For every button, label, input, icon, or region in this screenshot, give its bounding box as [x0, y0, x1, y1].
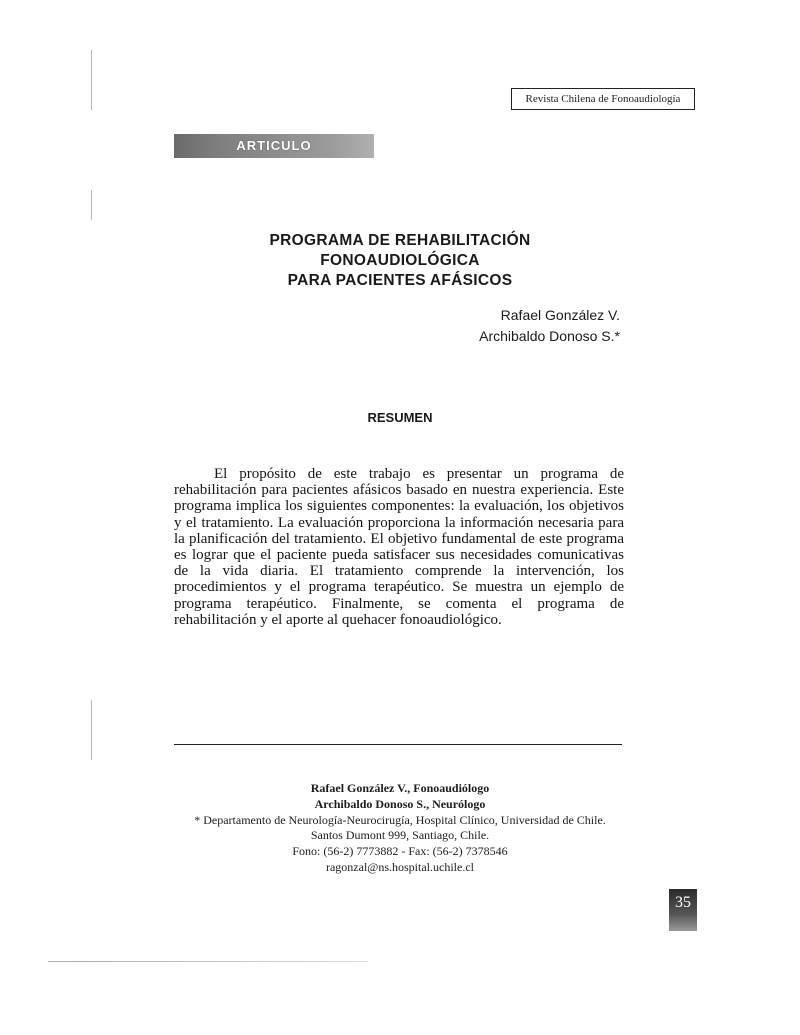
abstract-text: El propósito de este trabajo es presentar un programa de rehabilitación para pacientes afásicos basado en nuestra experiencia. Este programa implica los siguientes componentes: la evaluación, los objetivos y el tratamiento. La evaluación proporciona la información necesaria para la planificación del tratamiento. El objetivo fundamental de este programa es lograr que el paciente pueda satisfacer sus necesidades comunicativas de la vida diaria. El tratamiento comprende la intervención, los procedimientos y el programa terapéutico. Se muestra un ejemplo de programa terapéutico. Finalmente, se comenta el programa de rehabilitación y el aporte al quehacer fonoaudiológico. — [174, 466, 624, 628]
author-name: Rafael González V. — [500, 307, 620, 323]
scan-bottom-line — [48, 961, 368, 962]
scan-margin-mark — [91, 700, 92, 760]
affiliation-email: ragonzal@ns.hospital.uchile.cl — [325, 859, 474, 874]
abstract-heading: RESUMEN — [367, 410, 433, 425]
affiliation-address: Santos Dumont 999, Santiago, Chile. — [310, 828, 490, 843]
article-title — [200, 231, 600, 291]
section-label: ARTICULO — [236, 138, 312, 153]
author-list — [479, 305, 620, 347]
title-line: FONOAUDIOLÓGICA — [320, 252, 480, 269]
scan-margin-mark — [91, 190, 92, 220]
affiliation-block — [150, 781, 650, 876]
section-banner — [174, 134, 374, 158]
scan-margin-mark — [91, 50, 92, 110]
page-number: 35 — [669, 889, 697, 931]
affiliation-department: * Departamento de Neurología-Neurocirugía, Hospital Clínico, Universidad de Chile. — [194, 812, 606, 827]
author-name: Archibaldo Donoso S.* — [479, 328, 620, 344]
footnote-divider — [174, 744, 622, 745]
title-line: PARA PACIENTES AFÁSICOS — [287, 272, 513, 289]
affiliation-author: Archibaldo Donoso S., Neurólogo — [314, 796, 486, 811]
title-line: PROGRAMA DE REHABILITACIÓN — [269, 232, 531, 249]
journal-name: Revista Chilena de Fonoaudiología — [511, 88, 695, 110]
affiliation-author: Rafael González V., Fonoaudiólogo — [310, 781, 490, 795]
affiliation-phone: Fono: (56-2) 7773882 - Fax: (56-2) 7378546 — [292, 844, 508, 859]
